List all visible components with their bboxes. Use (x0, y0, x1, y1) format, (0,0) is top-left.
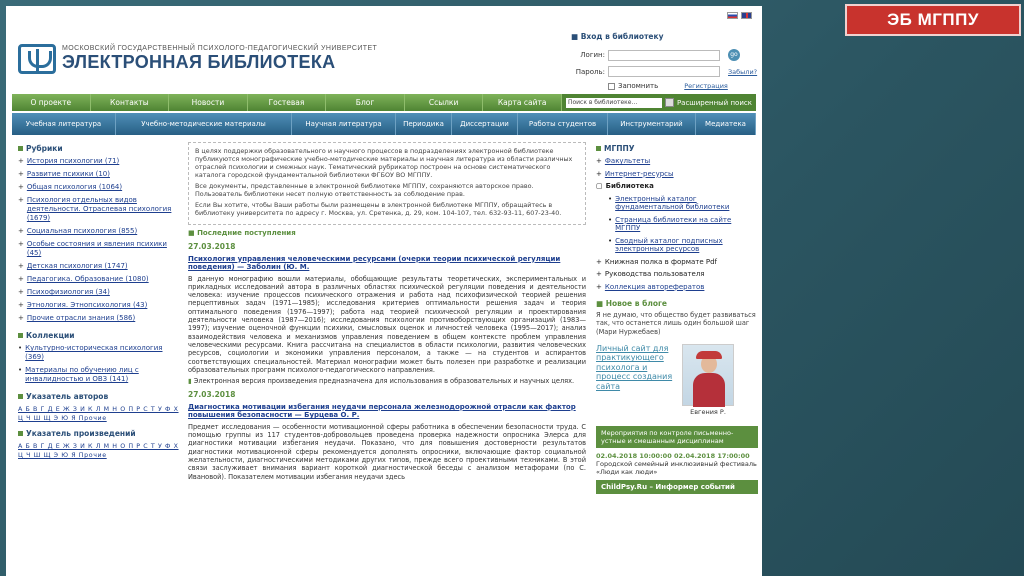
university-name: МОСКОВСКИЙ ГОСУДАРСТВЕННЫЙ ПСИХОЛОГО-ПЕДАГОГИЧЕСКИЙ УНИВЕРСИТЕТ (62, 45, 378, 52)
remember-label: Запомнить (618, 82, 659, 90)
nav-study-literature[interactable]: Учебная литература (12, 113, 116, 135)
user-guides-link[interactable]: Руководства пользователя (604, 270, 705, 278)
post-date: 27.03.2018 (188, 242, 236, 252)
blog-heading: ■ Новое в блоге (596, 299, 667, 308)
rubric-item[interactable]: Особые состояния и явления психики (45) (26, 240, 167, 257)
collections-heading: Коллекции (18, 331, 182, 340)
post-body: Предмет исследования — особенности мотивационной сферы работника в обеспечении безопасности труда. С помощью группы из 117 студентов-добровольцев проведена проверка надежности опросника Элерса для диагностики мотивации избегания неудачи. Показано, что для повышения достоверности результатов диагностики мотивационной сферы рекомендуется дополнять опросники, включающие фактор социальной желательности, диагностическими методиками других типов, прежде всего проективными техниками. В этой связи заслуживает внимания вариант короткой диагностической беседы с анализом метафорами (по С. Ивановой). Показателем мотивации избегания неудачи здесь (188, 422, 586, 481)
password-input[interactable] (608, 66, 720, 77)
english-flag-icon[interactable] (741, 12, 752, 19)
site-logo[interactable] (18, 44, 377, 74)
language-switcher[interactable] (727, 12, 752, 19)
library-link[interactable]: Сводный каталог подписных электронных ресурсов (615, 236, 723, 253)
search-button[interactable] (665, 98, 674, 107)
photo-caption: Евгения Р. (690, 407, 726, 416)
nav-instruments[interactable]: Инструментарий (608, 113, 696, 135)
bookshelf-link[interactable]: Книжная полка в формате Pdf (604, 257, 718, 266)
remember-checkbox[interactable] (608, 83, 615, 90)
forgot-password-link[interactable]: Забыли? (728, 67, 758, 76)
rubric-item[interactable]: Этнология. Этнопсихология (43) (26, 301, 148, 309)
rubric-item[interactable]: Педагогика. Образование (1080) (26, 275, 149, 283)
blog-quote: Я не думаю, что общество будет развиваться так, что останется лишь один большой шаг (Мари Нуржебаев) (596, 311, 756, 336)
rubric-item[interactable]: История психологии (71) (26, 157, 120, 165)
post-title-link[interactable]: Диагностика мотивации избегания неудачи персонала железнодорожной отрасли как фактор повышения безопасности — Бурцева О. Р. (188, 402, 576, 420)
site-header (6, 6, 762, 94)
nav-news[interactable]: Новости (169, 94, 248, 111)
post-date: 27.03.2018 (188, 390, 236, 400)
top-navigation (12, 94, 756, 111)
works-index-heading: Указатель произведений (18, 429, 182, 438)
right-sidebar: МГППУ + Факультеты + Интернет-ресурсы ▢ Библиотека • Электронный каталог фундаментальной библиотеки • Страница библиотеки на сайте МГППУ • Сводный каталог подписных электронных ресурсов + Книжная полка в формате Pdf + Руководства пользователя + Коллекция авторефератов ■ Новое в блоге Я не думаю, что общество будет развиваться так, что останется лишь один большой шаг (Мари Нуржебаев) Личный сайт для практикующего психолога и процесс создания сайта Евгения Р. Мероприятия по контроле письменно-устные и смешанным дисциплинам 02.04.2018 10:00:00 02.04.2018 17:00:00 Городской семейный инклюзивный фестиваль «Люди как люди» ChildPsy.Ru – Информер событий (596, 142, 758, 494)
nav-about[interactable]: О проекте (12, 94, 91, 111)
password-label: Пароль: (575, 67, 605, 76)
left-sidebar: Рубрики + История психологии (71) + Развитие психики (10) + Общая психология (1064) + Психология отдельных видов деятельности. Отраслевая психология (1679) + Социальная психология (855) + Особые состояния и явления психики (45) + Детская психология (1747) + Педагогика. Образование (1080) + Психофизиология (34) + Этнология. Этнопсихология (43) + Прочие отрасли знания (586) Коллекции • Культурно-историческая психология (369) • Материалы по обучению лиц с инвалидностью и ОВЗ (141) Указатель авторов А Б В Г Д Е Ж З И К Л М Н О П Р С Т У Ф Х Ц Ч Ш Щ Э Ю Я Прочие Указатель произведений А Б В Г Д Е Ж З И К Л М Н О П Р С Т У Ф Х Ц Ч Ш Щ Э Ю Я Прочие (18, 142, 182, 466)
nav-periodicals[interactable]: Периодика (396, 113, 452, 135)
post-note: ▮ Электронная версия произведения предназначена для использования в образовательных и научных целях. (188, 377, 575, 386)
nav-methodical-materials[interactable]: Учебно-методические материалы (116, 113, 292, 135)
author-photo (682, 344, 734, 406)
rubric-item[interactable]: Психология отдельных видов деятельности. Отраслевая психология (1679) (26, 196, 172, 222)
advanced-search-link[interactable]: Расширенный поиск (676, 98, 752, 107)
login-input[interactable] (608, 50, 720, 61)
nav-links[interactable]: Ссылки (405, 94, 484, 111)
category-navigation (12, 113, 756, 135)
faculties-link[interactable]: Факультеты (604, 157, 651, 165)
works-alphabet[interactable]: А Б В Г Д Е Ж З И К Л М Н О П Р С Т У Ф Х Ц Ч Ш Щ Э Ю Я Прочие (18, 443, 179, 459)
authors-alphabet[interactable]: А Б В Г Д Е Ж З И К Л М Н О П Р С Т У Ф Х Ц Ч Ш Щ Э Ю Я Прочие (18, 406, 179, 422)
nav-dissertations[interactable]: Диссертации (452, 113, 518, 135)
info-paragraph: В целях поддержки образовательного и научного процессов в подразделениях электронной библиотеке публикуются монографические учебно-методические материалы и научная литература из области различных отраслей психологии и смежных наук. Тематический рубрикатор построен на основе систематического каталога городской фундаментальной библиотеки ФГБОУ ВО МГППУ. (195, 147, 573, 179)
rubric-item[interactable]: Прочие отрасли знания (586) (26, 314, 136, 322)
library-heading: Библиотека (605, 182, 654, 190)
library-name: ЭЛЕКТРОННАЯ БИБЛИОТЕКА (62, 52, 336, 72)
main-content (188, 142, 586, 484)
childpsy-informer[interactable]: ChildPsy.Ru – Информер событий (596, 480, 758, 494)
promo-block (596, 344, 758, 416)
latest-posts-heading: ■ Последние поступления (188, 229, 296, 237)
login-panel (571, 32, 759, 95)
nav-guestbook[interactable]: Гостевая (248, 94, 327, 111)
info-paragraph: Если Вы хотите, чтобы Ваши работы были размещены в электронной библиотеке МГППУ, обращайтесь в библиотеку университета по адресу г. Москва, ул. Сретенка, д. 29, ком. 104-107, тел. 632-93-11, 607-23-40. (195, 201, 562, 217)
nav-mediateka[interactable]: Медиатека (696, 113, 756, 135)
collection-item[interactable]: Материалы по обучению лиц с инвалидностью и ОВЗ (141) (25, 366, 139, 383)
psi-logo-icon (18, 44, 56, 74)
rubric-item[interactable]: Социальная психология (855) (26, 227, 138, 235)
authors-index-heading: Указатель авторов (18, 392, 182, 401)
login-title: ■ Вход в библиотеку (571, 32, 664, 41)
slide-title-badge: ЭБ МГППУ (845, 4, 1021, 36)
collection-item[interactable]: Культурно-историческая психология (369) (25, 344, 163, 361)
internet-resources-link[interactable]: Интернет-ресурсы (604, 169, 674, 178)
mgppu-heading: МГППУ (596, 144, 758, 153)
rubric-item[interactable]: Общая психология (1064) (26, 183, 123, 191)
browser-screenshot (6, 6, 762, 576)
info-box (188, 142, 586, 225)
rubrics-heading: Рубрики (18, 144, 182, 153)
event-title-link[interactable]: Городской семейный инклюзивный фестиваль «Люди как люди» (596, 459, 757, 476)
post-title-link[interactable]: Психология управления человеческими ресурсами (очерки теории психической регуляции поведения) — Заболин (Ю. М. (188, 254, 561, 272)
post-body: В данную монографию вошли материалы, обобщающие результаты теоретических, экспериментальных и прикладных исследований автора в различных областях психической регуляции поведения и деятельности человека: изучение процессов психического отражения и работа над психофизической теорией решения перцептивных задач (1971—1985); исследования критериев оптимальности решения задач и теория оптимального поведения (1976—1997); работа над теорией психической регуляции и проектирования деятельности человека (1987—2016); исследования психологии противоборствующих организаций (1983—1997); изучение оценочной функции психики, смысловых оценок и личностей человека (1995—2017); анализ взаимодействия человека и механизмов управления поведением в общем контексте проблем управления человеческими ресурсами. Книга рассчитана на специалистов в области психологии, развития человеческих ресурсов, социологии и экономики управления персоналом, а также — на студентов и аспирантов соответствующих специальностей. Материал монографии может быть полезен при разработке и реализации образовательных программ психолого-педагогического направления. (188, 274, 586, 374)
event-date: 02.04.2018 10:00:00 02.04.2018 17:00:00 (596, 451, 750, 460)
nav-scientific-literature[interactable]: Научная литература (292, 113, 396, 135)
nav-sitemap[interactable]: Карта сайта (483, 94, 562, 111)
rubric-item[interactable]: Психофизиология (34) (26, 288, 110, 296)
login-go-button[interactable]: go (728, 49, 740, 61)
promo-link[interactable]: Личный сайт для практикующего психолога и процесс создания сайта (596, 343, 673, 391)
nav-contacts[interactable]: Контакты (91, 94, 170, 111)
register-link[interactable]: Регистрация (684, 82, 728, 90)
events-box: Мероприятия по контроле письменно-устные и смешанным дисциплинам (596, 426, 758, 448)
russian-flag-icon[interactable] (727, 12, 738, 19)
nav-student-works[interactable]: Работы студентов (518, 113, 608, 135)
nav-blog[interactable]: Блог (326, 94, 405, 111)
search-input[interactable]: Поиск в библиотеке... (566, 98, 662, 108)
search-area (562, 94, 756, 111)
abstracts-collection-link[interactable]: Коллекция авторефератов (604, 282, 705, 291)
info-paragraph: Все документы, представленные в электронной библиотеке МГППУ, сохраняются авторское право. Пользователь библиотеки несет полную ответственность за соблюдение прав. (195, 182, 534, 198)
login-label: Логин: (580, 51, 605, 59)
rubric-item[interactable]: Развитие психики (10) (26, 170, 110, 178)
rubric-item[interactable]: Детская психология (1747) (26, 262, 128, 270)
library-link[interactable]: Электронный каталог фундаментальной библиотеки (615, 194, 730, 211)
library-link[interactable]: Страница библиотеки на сайте МГППУ (615, 215, 732, 232)
